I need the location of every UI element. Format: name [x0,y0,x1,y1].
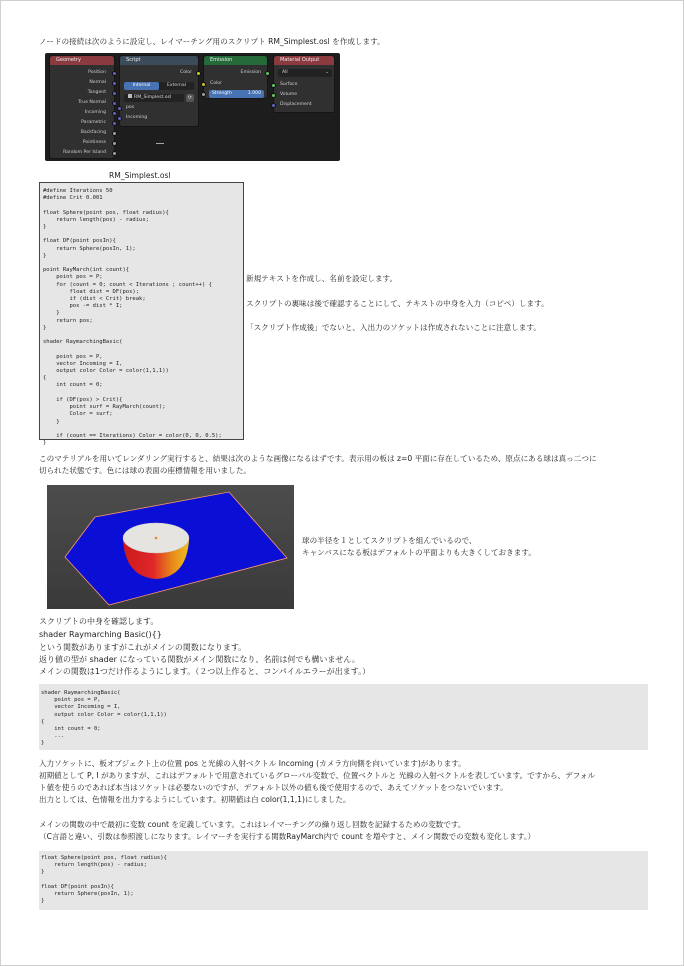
script-pos-socket[interactable] [117,106,122,111]
render-result-image [47,485,294,609]
render-note: キャンバスになる板はデフォルトの平面よりも大きくしておきます。 [302,548,536,557]
script-input-label: Incoming [126,115,148,120]
node-editor-screenshot [45,53,340,161]
emission-node-title: Emission [204,56,267,65]
geometry-output-label: Position [88,70,106,75]
render-svg [47,485,294,609]
origin-dot [155,537,158,540]
wire-incoming-incoming [156,143,164,144]
intro-text: ノードの接続は次のように設定し、レイマーチング用のスクリプト RM_Simplest.osl を作成します。 [39,37,385,46]
render-note: 球の半径を１としてスクリプトを組んでいるので、 [302,536,477,545]
script-output-label: Color [180,70,192,75]
emission-output-label: Emission [240,70,261,75]
script-intro-line: という関数がありますがこれがメインの関数になります。 [39,643,247,652]
geometry-output-label: True Normal [78,100,106,105]
geometry-socket[interactable] [112,71,117,76]
script-file-name: RM_Simplest.osl [134,95,172,100]
emission-color-socket[interactable] [201,82,206,87]
material-input-label: Surface [280,82,298,87]
emission-strength-socket[interactable] [201,92,206,97]
material-output-title: Material Output [274,56,334,65]
geometry-socket[interactable] [112,111,117,116]
strength-label: Strength [212,91,232,96]
material-input-label: Displacement [280,102,312,107]
surface-socket[interactable] [271,83,276,88]
geometry-node[interactable] [49,55,115,159]
script-node[interactable] [119,55,199,127]
socket-paragraph-line: 出力としては、色情報を出力するようにしています。初期値は白 color(1,1,1)にしました。 [39,795,351,804]
render-paragraph-line: このマテリアルを用いてレンダリング実行すると、結果は次のような画像になるはずです。表示用の板は z=0 平面に存在しているため、原点にある球は真っ二つに [39,454,597,463]
geometry-output-label: Parametric [81,120,106,125]
render-paragraph-line: 切られた状態です。色には球の表面の座標情報を用いました。 [39,466,252,475]
script-color-socket[interactable] [196,71,201,76]
emission-node[interactable] [203,55,268,99]
distance-function-code-block: float Sphere(point pos, float radius){ return length(pos) - radius; } float DF(point posIn){ return Sphere(posIn, 1); } [39,851,648,910]
shader-code-block: shader RaymarchingBasic( point pos = P, vector Incoming = I, output color Color = color(1,1,1)) { int count = 0; ... } [39,684,648,750]
script-intro-line: メインの関数は1つだけ作るようにします。（２つ以上作ると、コンパイルエラーが出ます。） [39,667,371,676]
displacement-socket[interactable] [271,103,276,108]
script-file-field[interactable] [124,94,184,102]
script-mode-toggle[interactable] [124,82,194,90]
geometry-output-label: Incoming [84,110,106,115]
script-intro-line: 返り値の型が shader になっている関数がメイン関数になり、名前は何でも構いません。 [39,655,360,664]
reload-icon[interactable]: ⟳ [187,95,193,101]
target-select[interactable] [278,69,332,77]
socket-paragraph-line: 入力ソケットに、板オブジェクト上の位置 pos と光線の入射ベクトル Incoming (カメラ方向側を向いています)があります。 [39,759,466,768]
osl-code-block: #define Iterations 50 #define Crit 0.001 float Sphere(point pos, float radius){ return length(pos) - radius; } float DF(point posIn){ return Sphere(posIn, 1); } point RayMarch(int count){ point pos = P; for (count = 0; count < Iterations ; count++) { float dist = DF(pos); if (dist < Crit) break; pos -= dist * I; } return pos; } shader RaymarchingBasic( point pos = P, vector Incoming = I, output color Color = color(1,1,1)) { int count = 0; if (DF(pos) > Crit){ point surf = RayMarch(count); Color = surf; } if (count == Iterations) Color = color(0, 0, 0.5); } [39,182,244,440]
script-intro-line: shader Raymarching Basic(){} [39,630,162,639]
geometry-socket[interactable] [112,131,117,136]
count-paragraph-line: （C言語と違い、引数は参照渡しになります。レイマーチを実行する関数RayMarch内で count を増やすと、メイン関数での変数も変化します。） [39,832,536,841]
target-select-value: All [282,70,288,75]
emission-color-label: Color [210,81,222,86]
script-incoming-socket[interactable] [117,116,122,121]
code-caption: RM_Simplest.osl [109,171,171,180]
side-note: 新規テキストを作成し、名前を設定します。 [246,274,398,283]
emission-socket[interactable] [265,71,270,76]
volume-socket[interactable] [271,93,276,98]
geometry-socket[interactable] [112,81,117,86]
geometry-socket[interactable] [112,121,117,126]
geometry-output-label: Backfacing [80,130,106,135]
script-mode-external[interactable]: External [166,83,187,88]
side-note: スクリプトの裏味は後で確認することにして、テキストの中身を入力（コピペ）します。 [246,299,549,308]
material-input-label: Volume [280,92,298,97]
strength-value: 1.000 [247,91,261,96]
geometry-output-label: Normal [89,80,106,85]
script-mode-internal[interactable]: Internal [124,82,159,90]
geometry-socket[interactable] [112,151,117,156]
geometry-node-title: Geometry [50,56,114,65]
strength-field[interactable] [209,90,264,98]
socket-paragraph-line: ト値を使うのであれば本当はソケットは必要ないのですが、デフォルト以外の値も後で使用するので、あえてソケットをつないでいます。 [39,783,508,792]
geometry-output-label: Tangent [87,90,106,95]
side-note: 「スクリプト作成後」でないと、入出力のソケットは作成されないことに注意します。 [246,323,541,332]
geometry-socket[interactable] [112,141,117,146]
script-node-title: Script [120,56,198,65]
count-paragraph-line: メインの関数の中で最初に変数 count を定義しています。これはレイマーチングの繰り返し回数を記録するための変数です。 [39,820,466,829]
geometry-socket[interactable] [112,91,117,96]
script-intro-line: スクリプトの中身を確認します。 [39,617,159,626]
material-output-node[interactable] [273,55,335,113]
socket-paragraph-line: 初期値として P, I がありますが、これはデフォルトで用意されているグローバル変数で、位置ベクトルと 光線の入射ベクトルを表しています。ですから、デフォル [39,771,596,780]
script-input-label: pos [126,105,135,110]
geometry-socket[interactable] [112,101,117,106]
geometry-output-label: Random Per Island [63,150,106,155]
text-file-icon [128,94,132,98]
chevron-down-icon: ⌄ [325,70,329,75]
geometry-output-label: Pointiness [82,140,106,145]
